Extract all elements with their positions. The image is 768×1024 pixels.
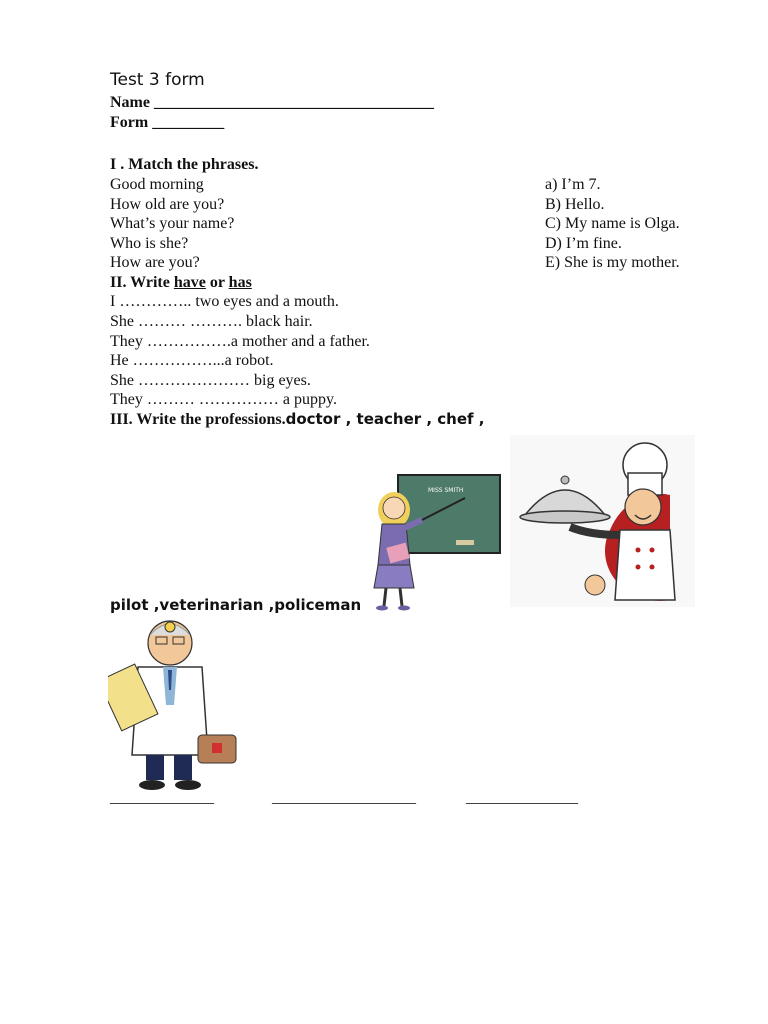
page-title: Test 3 form: [110, 70, 205, 90]
word-has: has: [228, 274, 252, 291]
board-label: MISS SMITH: [428, 487, 464, 494]
answer-3: C) My name is Olga.: [545, 215, 680, 232]
phrase-2: How old are you?: [110, 196, 225, 213]
section2-heading: [110, 273, 252, 293]
answer-1: a) I’m 7.: [545, 176, 601, 193]
answer-5: E) She is my mother.: [545, 254, 680, 271]
word-have: have: [173, 274, 206, 291]
professions-list-1: doctor , teacher , chef ,: [285, 410, 485, 428]
phrase-5: How are you?: [110, 254, 200, 271]
phrase-4: Who is she?: [110, 235, 189, 252]
section3-heading: [110, 410, 484, 430]
answer-4: D) I’m fine.: [545, 235, 622, 252]
answer-2: B) Hello.: [545, 196, 605, 213]
teacher-illustration: [370, 470, 502, 612]
phrase-3: What’s your name?: [110, 215, 235, 232]
answer-blank-1: _____________: [110, 789, 214, 806]
fill-line-5: She ………………… big eyes.: [110, 372, 311, 389]
form-field-label: Form _________: [110, 114, 225, 131]
section3-heading-text: III. Write the professions.: [110, 411, 286, 428]
word-or: or: [205, 274, 229, 291]
answer-blank-2: __________________: [272, 789, 416, 806]
fill-line-4: He ……………...a robot.: [110, 352, 274, 369]
fill-line-2: She ……… ………. black hair.: [110, 313, 313, 330]
chef-illustration: [510, 435, 695, 607]
doctor-illustration: [108, 615, 243, 792]
fill-line-3: They …………….a mother and a father.: [110, 333, 370, 350]
name-field-label: Name ___________________________________: [110, 94, 434, 111]
answer-blank-3: ______________: [466, 789, 578, 806]
fill-line-6: They ……… …………… a puppy.: [110, 391, 337, 408]
phrase-1: Good morning: [110, 176, 204, 193]
professions-list-2: pilot ,veterinarian ,policeman: [110, 596, 362, 614]
section2-heading-prefix: II. Write: [110, 274, 174, 291]
fill-line-1: I ………….. two eyes and a mouth.: [110, 293, 339, 310]
section1-heading: I . Match the phrases.: [110, 156, 259, 173]
